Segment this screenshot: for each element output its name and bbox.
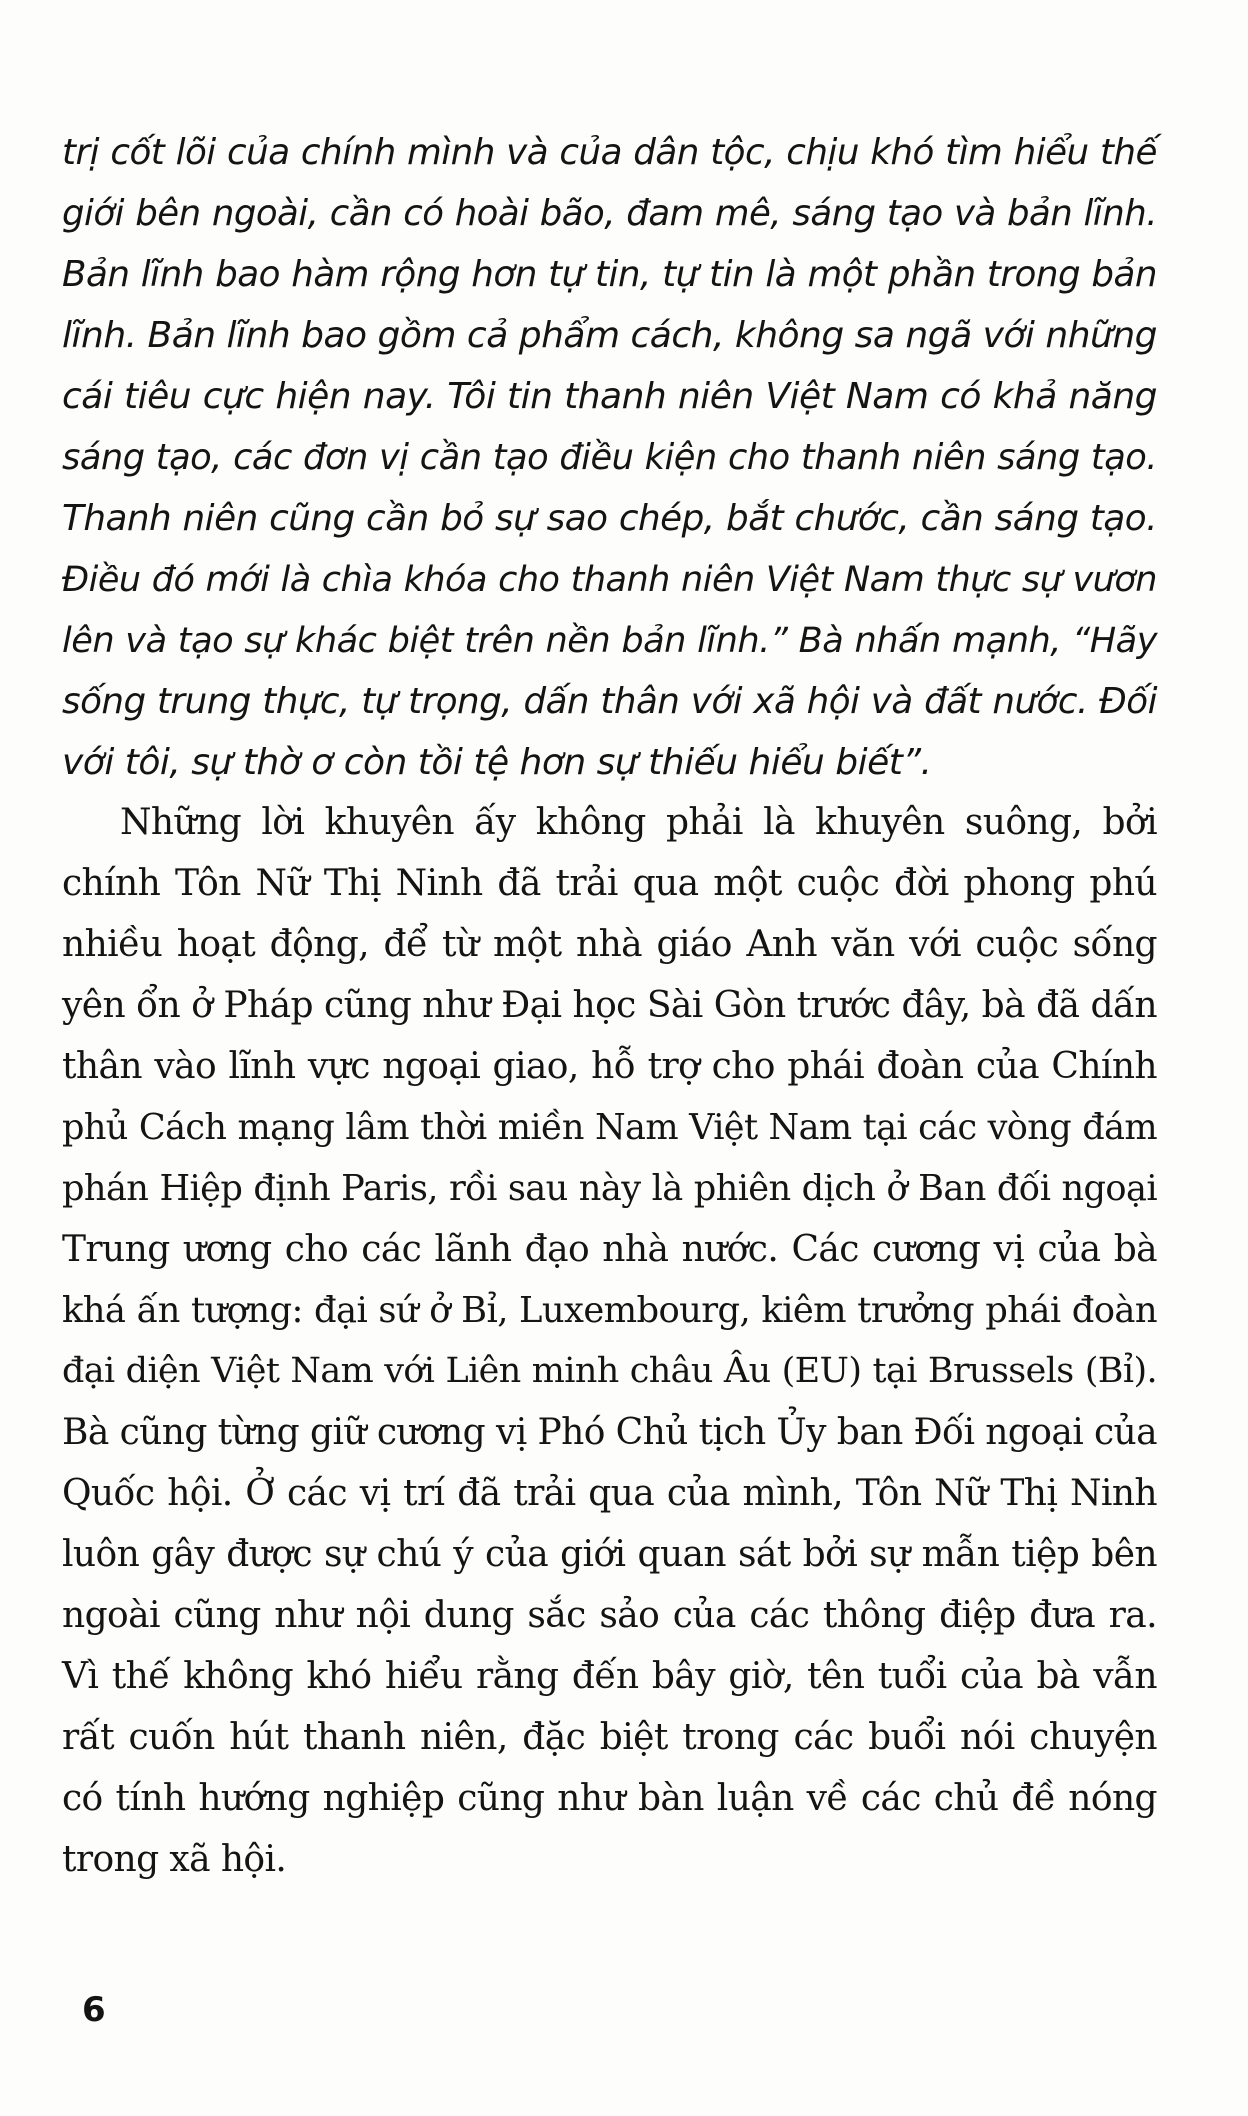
body-line: thân vào lĩnh vực ngoại giao, hỗ trợ cho phái đoàn của Chính (62, 1046, 1157, 1087)
body-line: trong xã hội. (62, 1839, 287, 1880)
quote-line: Bản lĩnh bao hàm rộng hơn tự tin, tự tin là một phần trong bản (62, 254, 1157, 295)
body-line: Những lời khuyên ấy không phải là khuyên suông, bởi (120, 802, 1157, 843)
body-line: Trung ương cho các lãnh đạo nhà nước. Các cương vị của bà (62, 1229, 1157, 1270)
quote-line: Điều đó mới là chìa khóa cho thanh niên Việt Nam thực sự vươn (62, 559, 1157, 600)
quote-line: Thanh niên cũng cần bỏ sự sao chép, bắt chước, cần sáng tạo. (62, 498, 1157, 539)
page-number: 6 (82, 1990, 106, 2030)
body-line: rất cuốn hút thanh niên, đặc biệt trong các buổi nói chuyện (62, 1717, 1157, 1758)
body-line: luôn gây được sự chú ý của giới quan sát bởi sự mẫn tiệp bên (62, 1534, 1157, 1575)
quote-line: cái tiêu cực hiện nay. Tôi tin thanh niên Việt Nam có khả năng (62, 376, 1157, 417)
quote-line: trị cốt lõi của chính mình và của dân tộc, chịu khó tìm hiểu thế (62, 132, 1157, 173)
body-line: phủ Cách mạng lâm thời miền Nam Việt Nam tại các vòng đám (62, 1107, 1157, 1148)
body-line: phán Hiệp định Paris, rồi sau này là phiên dịch ở Ban đối ngoại (62, 1168, 1157, 1209)
quote-line: lên và tạo sự khác biệt trên nền bản lĩnh.” Bà nhấn mạnh, “Hãy (62, 620, 1157, 661)
quote-line: sống trung thực, tự trọng, dấn thân với xã hội và đất nước. Đối (62, 681, 1157, 722)
body-line: có tính hướng nghiệp cũng như bàn luận về các chủ đề nóng (62, 1778, 1157, 1819)
body-line: nhiều hoạt động, để từ một nhà giáo Anh văn với cuộc sống (62, 924, 1157, 965)
quote-paragraph (62, 122, 1157, 793)
quote-line: sáng tạo, các đơn vị cần tạo điều kiện cho thanh niên sáng tạo. (62, 437, 1157, 478)
body-line: Vì thế không khó hiểu rằng đến bây giờ, tên tuổi của bà vẫn (62, 1656, 1157, 1697)
body-paragraph (62, 792, 1157, 1890)
body-line: khá ấn tượng: đại sứ ở Bỉ, Luxembourg, kiêm trưởng phái đoàn (62, 1290, 1157, 1331)
quote-line: với tôi, sự thờ ơ còn tồi tệ hơn sự thiếu hiểu biết”. (62, 742, 932, 783)
quote-line: giới bên ngoài, cần có hoài bão, đam mê, sáng tạo và bản lĩnh. (62, 193, 1157, 234)
body-line: chính Tôn Nữ Thị Ninh đã trải qua một cuộc đời phong phú (62, 863, 1157, 904)
body-line: ngoài cũng như nội dung sắc sảo của các thông điệp đưa ra. (62, 1595, 1157, 1636)
body-line: Bà cũng từng giữ cương vị Phó Chủ tịch Ủy ban Đối ngoại của (62, 1412, 1157, 1453)
body-line: yên ổn ở Pháp cũng như Đại học Sài Gòn trước đây, bà đã dấn (62, 985, 1157, 1026)
body-line: Quốc hội. Ở các vị trí đã trải qua của mình, Tôn Nữ Thị Ninh (62, 1473, 1157, 1514)
quote-line: lĩnh. Bản lĩnh bao gồm cả phẩm cách, không sa ngã với những (62, 315, 1157, 356)
body-line: đại diện Việt Nam với Liên minh châu Âu (EU) tại Brussels (Bỉ). (62, 1351, 1157, 1391)
